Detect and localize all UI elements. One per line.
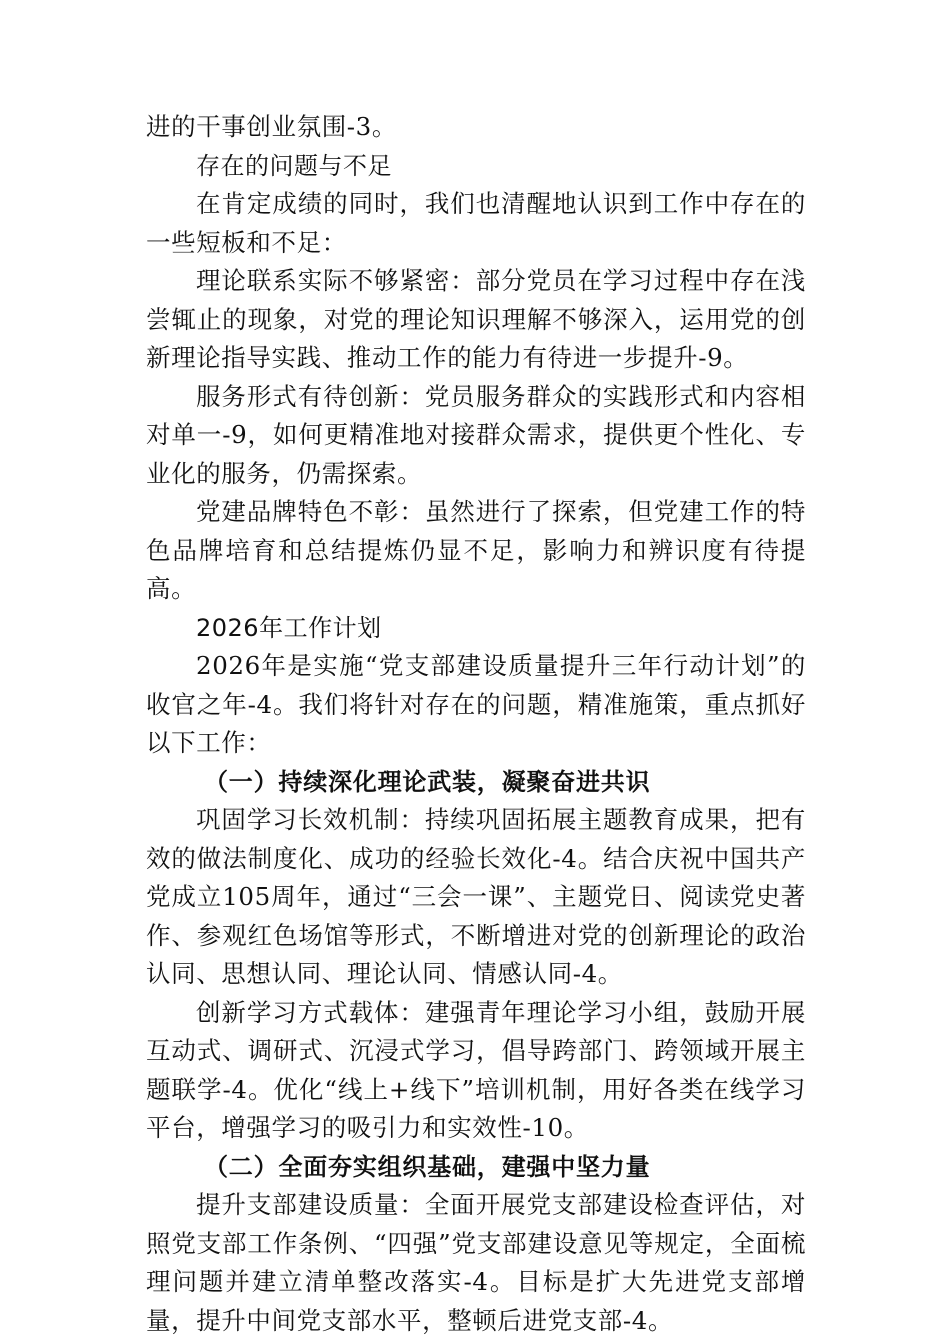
- section-heading-problems: 存在的问题与不足: [196, 151, 392, 180]
- paragraph-learning-mechanism: 巩固学习长效机制：持续巩固拓展主题教育成果，把有效的做法制度化、成功的经验长效化-4。结合庆祝中国共产党成立105周年，通过“三会一课”、主题党日、阅读党史著作、参观红色场馆等形式，不断增进对党的创新理论的政治认同、思想认同、理论认同、情感认同-4。: [146, 805, 806, 988]
- paragraph-problem-theory: 理论联系实际不够紧密：部分党员在学习过程中存在浅尝辄止的现象，对党的理论知识理解不够深入，运用党的创新理论指导实践、推动工作的能力有待进一步提升-9。: [146, 266, 806, 372]
- paragraph-problem-brand: 党建品牌特色不彰：虽然进行了探索，但党建工作的特色品牌培育和总结提炼仍显不足，影响力和辨识度有待提高。: [146, 497, 806, 603]
- paragraph-problems-intro: 在肯定成绩的同时，我们也清醒地认识到工作中存在的一些短板和不足：: [146, 189, 806, 257]
- paragraph-problem-service: 服务形式有待创新：党员服务群众的实践形式和内容相对单一-9，如何更精准地对接群众需求，提供更个性化、专业化的服务，仍需探索。: [146, 381, 806, 488]
- subheading-organization: （二）全面夯实组织基础，建强中坚力量: [204, 1151, 651, 1181]
- section-heading-plan: 2026年工作计划: [196, 613, 382, 642]
- paragraph-branch-quality: 提升支部建设质量：全面开展党支部建设检查评估，对照党支部工作条例、“四强”党支部建设意见等规定，全面梳理问题并建立清单整改落实-4。目标是扩大先进党支部增量，提升中间党支部水平，整顿后进党支部-4。: [146, 1190, 806, 1335]
- paragraph-plan-intro: 2026年是实施“党支部建设质量提升三年行动计划”的收官之年-4。我们将针对存在的问题，精准施策，重点抓好以下工作：: [146, 651, 806, 757]
- subheading-theory: （一）持续深化理论武装，凝聚奋进共识: [204, 766, 651, 796]
- paragraph-learning-methods: 创新学习方式载体：建强青年理论学习小组，鼓励开展互动式、调研式、沉浸式学习，倡导跨部门、跨领域开展主题联学-4。优化“线上+线下”培训机制，用好各类在线学习平台，增强学习的吸引力和实效性-10。: [146, 997, 806, 1142]
- document-page: [146, 108, 806, 1340]
- paragraph-continuation: 进的干事创业氛围-3。: [146, 112, 397, 141]
